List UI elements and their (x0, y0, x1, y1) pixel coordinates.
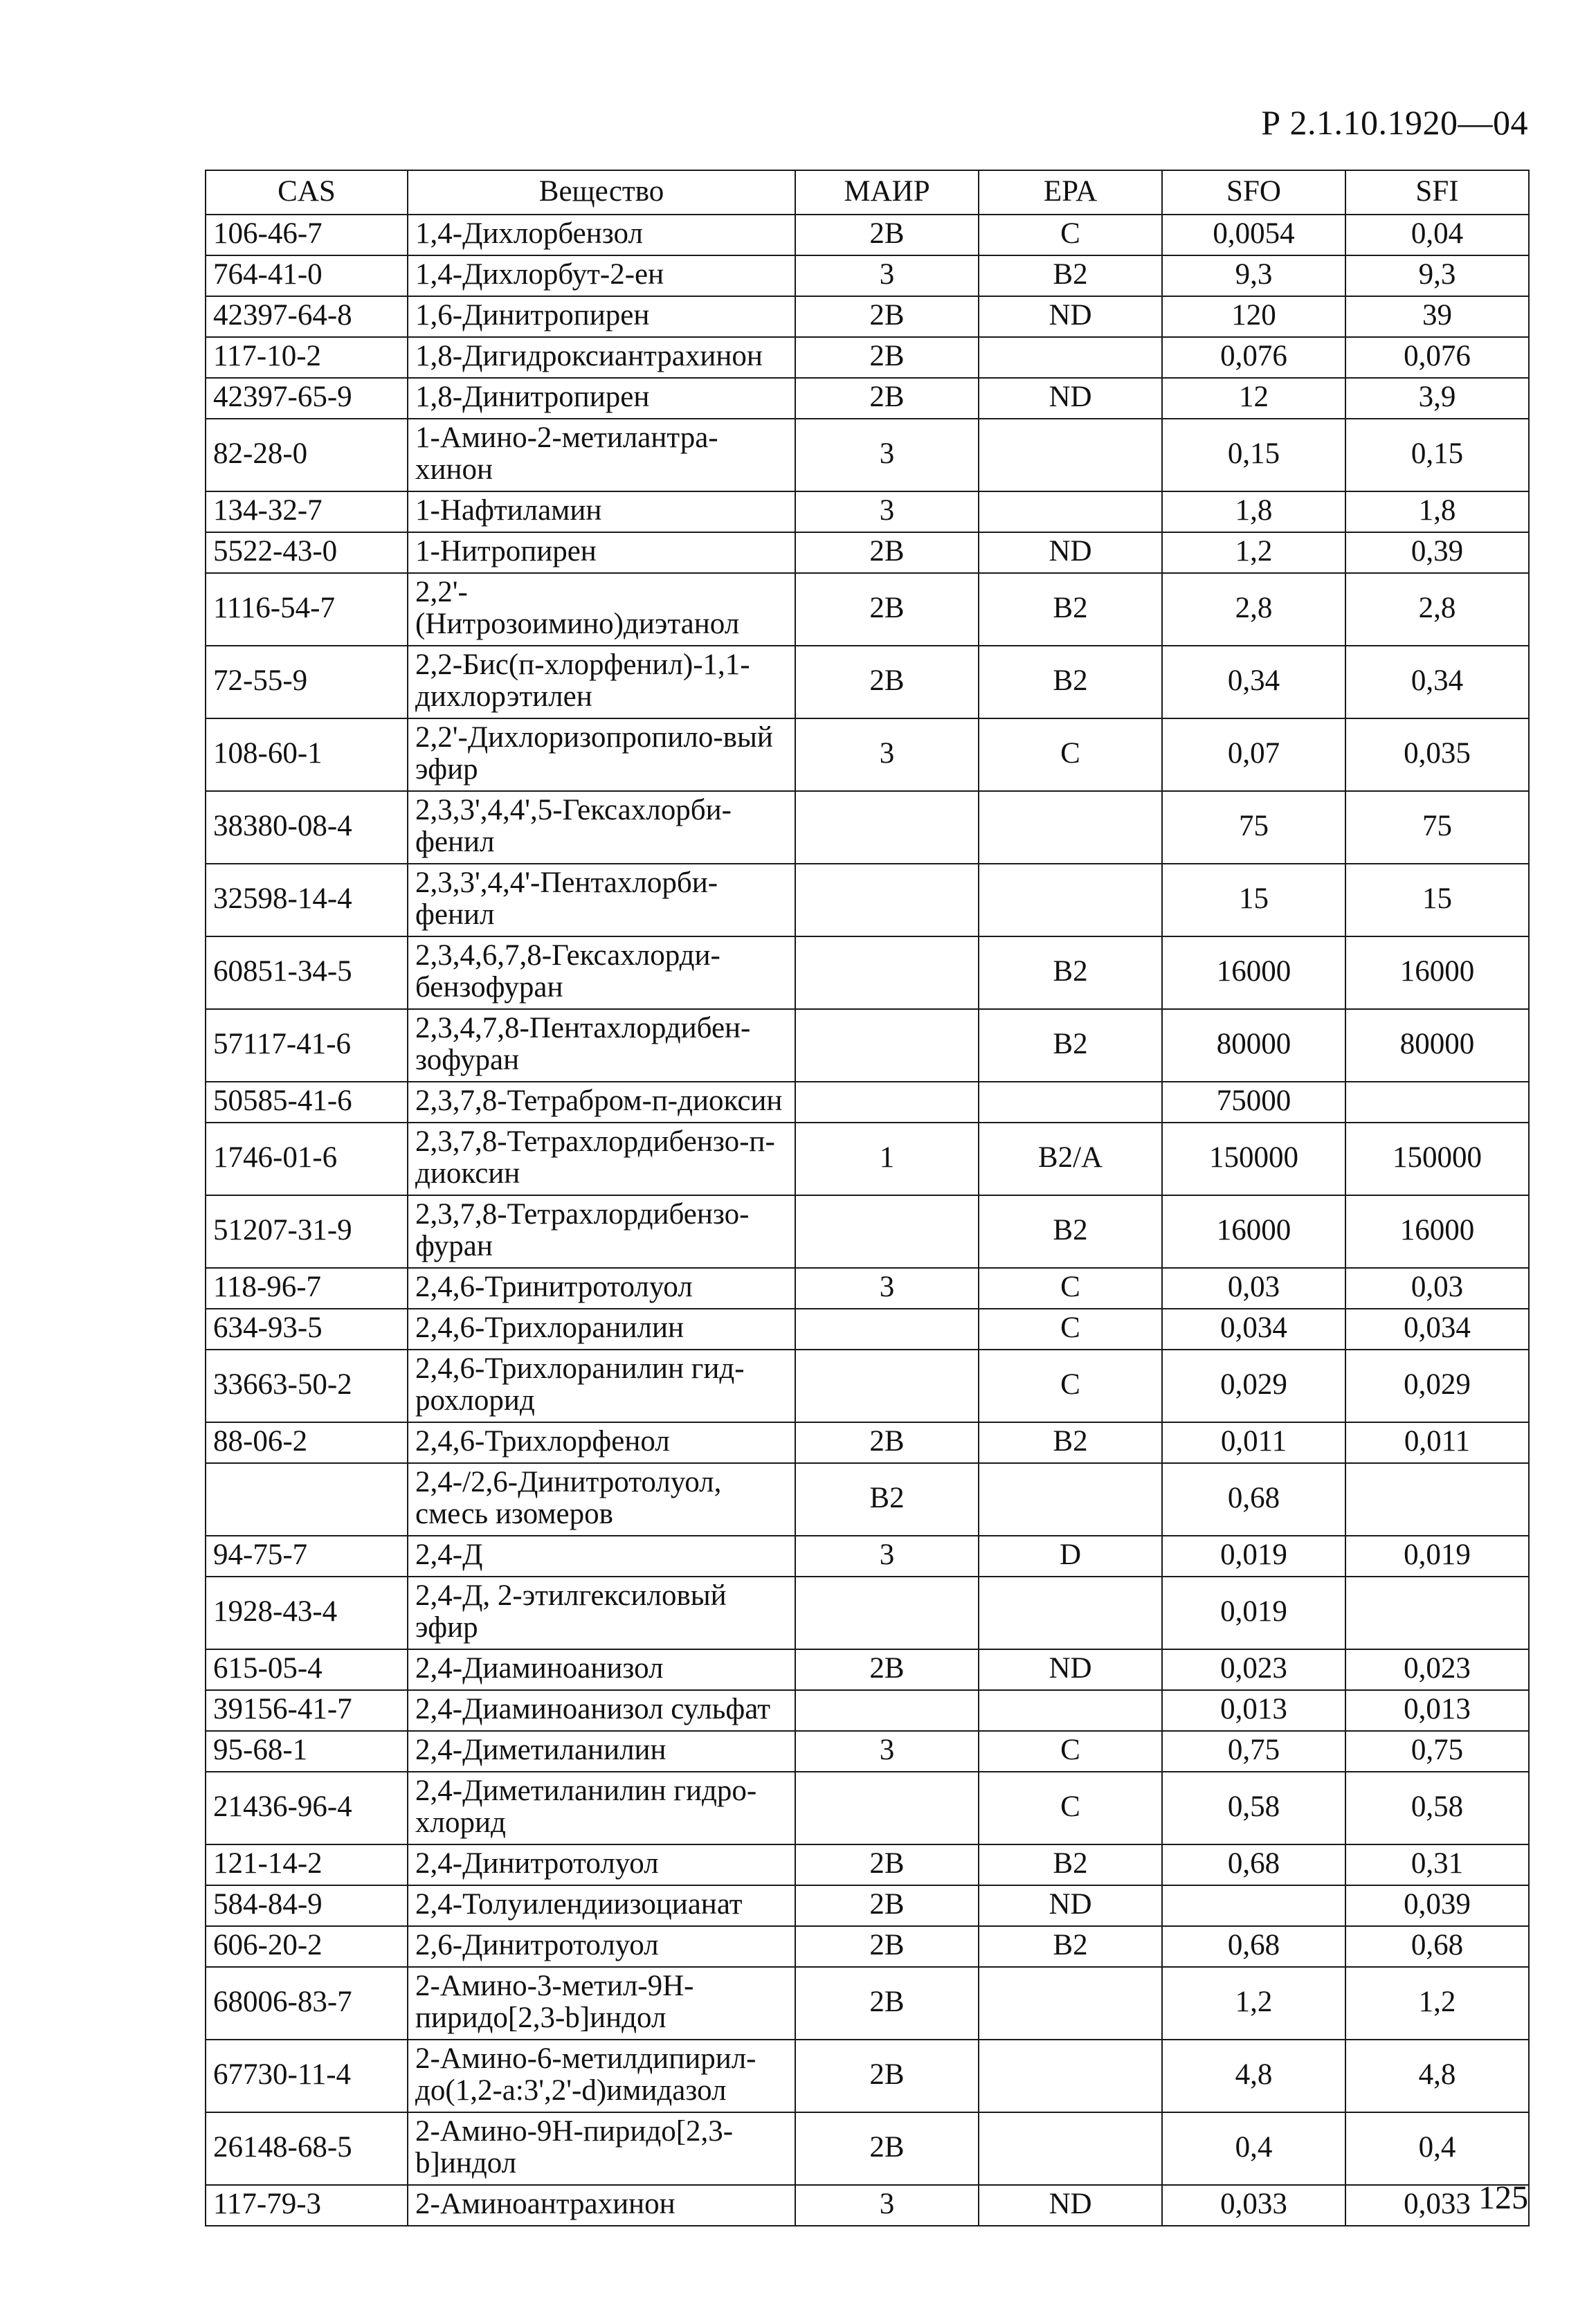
iarc-cell (795, 1772, 979, 1844)
iarc-cell: 2В (795, 1422, 979, 1463)
cas-cell: 764-41-0 (206, 255, 408, 296)
cas-cell: 26148-68-5 (206, 2112, 408, 2185)
sfi-cell: 0,31 (1345, 1844, 1529, 1885)
substance-cell: 1,4-Дихлорбензол (408, 215, 795, 255)
sfi-cell (1345, 1577, 1529, 1649)
cas-cell: 88-06-2 (206, 1422, 408, 1463)
substance-cell: 1-Амино-2-метилантра-хинон (408, 419, 795, 491)
sfo-cell: 150000 (1162, 1123, 1345, 1195)
sfo-cell: 0,033 (1162, 2185, 1345, 2226)
sfi-cell: 0,023 (1345, 1649, 1529, 1690)
table-row (206, 491, 1529, 532)
substance-cell: 2,4-Диметиланилин гидро-хлорид (408, 1772, 795, 1844)
cas-cell: 584-84-9 (206, 1885, 408, 1926)
substance-cell: 2,4-/2,6-Динитротолуол, смесь изомеров (408, 1463, 795, 1536)
epa-cell: B2 (979, 936, 1162, 1009)
cas-cell: 38380-08-4 (206, 791, 408, 864)
substance-cell: 2,4,6-Трихлоранилин гид-рохлорид (408, 1350, 795, 1422)
epa-cell: B2 (979, 1926, 1162, 1967)
sfo-cell: 1,2 (1162, 1967, 1345, 2040)
cas-cell: 1928-43-4 (206, 1577, 408, 1649)
table-row (206, 646, 1529, 718)
iarc-cell: 1 (795, 1123, 979, 1195)
cas-cell: 121-14-2 (206, 1844, 408, 1885)
cas-cell: 72-55-9 (206, 646, 408, 718)
sfi-cell: 0,68 (1345, 1926, 1529, 1967)
substance-cell: 2,3,7,8-Тетрахлордибензо-п-диоксин (408, 1123, 795, 1195)
sfo-cell: 0,15 (1162, 419, 1345, 491)
iarc-cell: 2В (795, 1885, 979, 1926)
epa-cell (979, 791, 1162, 864)
sfo-cell: 0,58 (1162, 1772, 1345, 1844)
substance-cell: 2,4,6-Тринитротолуол (408, 1268, 795, 1309)
cas-cell: 118-96-7 (206, 1268, 408, 1309)
cas-cell: 1746-01-6 (206, 1123, 408, 1195)
cas-cell: 68006-83-7 (206, 1967, 408, 2040)
sfo-cell: 0,03 (1162, 1268, 1345, 1309)
table-body (206, 215, 1529, 2226)
iarc-cell (795, 1690, 979, 1731)
table-row (206, 791, 1529, 864)
cas-cell: 67730-11-4 (206, 2040, 408, 2112)
cas-cell: 108-60-1 (206, 718, 408, 791)
table-row (206, 1009, 1529, 1082)
iarc-cell: B2 (795, 1463, 979, 1536)
sfi-cell: 0,013 (1345, 1690, 1529, 1731)
epa-cell: C (979, 1731, 1162, 1772)
sfo-cell: 0,011 (1162, 1422, 1345, 1463)
cas-cell: 42397-64-8 (206, 296, 408, 337)
iarc-cell: 3 (795, 1536, 979, 1577)
epa-cell: ND (979, 2185, 1162, 2226)
sfo-cell: 0,076 (1162, 337, 1345, 378)
sfo-cell: 80000 (1162, 1009, 1345, 1082)
epa-cell: B2/A (979, 1123, 1162, 1195)
iarc-cell: 3 (795, 1731, 979, 1772)
iarc-cell: 2В (795, 573, 979, 646)
sfo-cell (1162, 1885, 1345, 1926)
epa-cell: ND (979, 1649, 1162, 1690)
cas-cell: 615-05-4 (206, 1649, 408, 1690)
iarc-cell (795, 791, 979, 864)
sfo-cell: 0,68 (1162, 1463, 1345, 1536)
sfi-cell: 0,15 (1345, 419, 1529, 491)
epa-cell (979, 337, 1162, 378)
sfo-cell: 15 (1162, 864, 1345, 936)
epa-cell: ND (979, 378, 1162, 419)
sfi-cell: 1,8 (1345, 491, 1529, 532)
substance-cell: 2,6-Динитротолуол (408, 1926, 795, 1967)
table-row (206, 1536, 1529, 1577)
iarc-cell (795, 1309, 979, 1350)
table-row (206, 532, 1529, 573)
table-row (206, 573, 1529, 646)
substance-cell: 2,3,3',4,4',5-Гексахлорби-фенил (408, 791, 795, 864)
cas-cell: 5522-43-0 (206, 532, 408, 573)
sfi-cell: 1,2 (1345, 1967, 1529, 2040)
iarc-cell: 2В (795, 1967, 979, 2040)
table-row (206, 1195, 1529, 1268)
substance-cell: 1,8-Динитропирен (408, 378, 795, 419)
epa-cell: B2 (979, 1422, 1162, 1463)
substance-cell: 2-Амино-6-метилдипирил-до(1,2-а:3',2'-d)имидазол (408, 2040, 795, 2112)
iarc-cell: 2В (795, 337, 979, 378)
substance-cell: 2,4-Толуилендиизоцианат (408, 1885, 795, 1926)
sfi-cell: 0,34 (1345, 646, 1529, 718)
sfo-cell: 0,4 (1162, 2112, 1345, 2185)
cas-cell: 51207-31-9 (206, 1195, 408, 1268)
table-row (206, 419, 1529, 491)
table-row (206, 1463, 1529, 1536)
epa-cell (979, 864, 1162, 936)
cas-cell: 33663-50-2 (206, 1350, 408, 1422)
substance-cell: 2,4-Диаминоанизол (408, 1649, 795, 1690)
sfo-cell: 16000 (1162, 936, 1345, 1009)
sfi-cell: 0,033 (1345, 2185, 1529, 2226)
iarc-cell: 2В (795, 532, 979, 573)
column-header-sfi: SFI (1345, 170, 1529, 215)
epa-cell: C (979, 1772, 1162, 1844)
sfi-cell (1345, 1082, 1529, 1123)
table-row (206, 864, 1529, 936)
sfo-cell: 0,029 (1162, 1350, 1345, 1422)
sfi-cell: 0,039 (1345, 1885, 1529, 1926)
iarc-cell: 2В (795, 2112, 979, 2185)
table-row (206, 1268, 1529, 1309)
table-header-row (206, 170, 1529, 215)
sfo-cell: 4,8 (1162, 2040, 1345, 2112)
cas-cell: 82-28-0 (206, 419, 408, 491)
sfi-cell: 4,8 (1345, 2040, 1529, 2112)
sfo-cell: 0,68 (1162, 1844, 1345, 1885)
document-code: Р 2.1.10.1920—04 (1261, 103, 1528, 142)
sfi-cell: 15 (1345, 864, 1529, 936)
substance-cell: 2,3,7,8-Тетрабром-п-диоксин (408, 1082, 795, 1123)
sfo-cell: 0,34 (1162, 646, 1345, 718)
table-row (206, 1082, 1529, 1123)
cas-cell: 95-68-1 (206, 1731, 408, 1772)
cas-cell: 57117-41-6 (206, 1009, 408, 1082)
column-header-substance: Вещество (408, 170, 795, 215)
sfi-cell: 16000 (1345, 1195, 1529, 1268)
substance-cell: 2-Амино-9Н-пиридо[2,3-b]индол (408, 2112, 795, 2185)
sfi-cell: 0,39 (1345, 532, 1529, 573)
epa-cell: D (979, 1536, 1162, 1577)
iarc-cell: 3 (795, 255, 979, 296)
cas-cell: 50585-41-6 (206, 1082, 408, 1123)
epa-cell: ND (979, 532, 1162, 573)
table-row (206, 1422, 1529, 1463)
epa-cell: B2 (979, 1195, 1162, 1268)
substance-cell: 2,4,6-Трихлорфенол (408, 1422, 795, 1463)
substance-cell: 2,4-Д, 2-этилгексиловый эфир (408, 1577, 795, 1649)
epa-cell (979, 1690, 1162, 1731)
iarc-cell: 2В (795, 378, 979, 419)
sfi-cell: 2,8 (1345, 573, 1529, 646)
sfi-cell: 39 (1345, 296, 1529, 337)
sfi-cell: 0,019 (1345, 1536, 1529, 1577)
iarc-cell (795, 1577, 979, 1649)
sfi-cell: 0,035 (1345, 718, 1529, 791)
column-header-epa: EPA (979, 170, 1162, 215)
table-row (206, 1926, 1529, 1967)
epa-cell (979, 2040, 1162, 2112)
sfi-cell: 0,076 (1345, 337, 1529, 378)
iarc-cell: 2В (795, 215, 979, 255)
sfo-cell: 12 (1162, 378, 1345, 419)
sfo-cell: 0,019 (1162, 1536, 1345, 1577)
cas-cell: 39156-41-7 (206, 1690, 408, 1731)
substance-cell: 1-Нитропирен (408, 532, 795, 573)
iarc-cell: 3 (795, 2185, 979, 2226)
table-row (206, 1690, 1529, 1731)
table-row (206, 1731, 1529, 1772)
iarc-cell: 2В (795, 1844, 979, 1885)
sfi-cell: 80000 (1345, 1009, 1529, 1082)
sfo-cell: 2,8 (1162, 573, 1345, 646)
table-row (206, 1309, 1529, 1350)
sfo-cell: 75000 (1162, 1082, 1345, 1123)
sfo-cell: 0,034 (1162, 1309, 1345, 1350)
iarc-cell: 2В (795, 1649, 979, 1690)
sfi-cell: 75 (1345, 791, 1529, 864)
table-row (206, 936, 1529, 1009)
table-row (206, 2112, 1529, 2185)
carcinogen-table (205, 170, 1530, 2226)
substance-cell: 2,4-Диметиланилин (408, 1731, 795, 1772)
sfo-cell: 0,07 (1162, 718, 1345, 791)
epa-cell: C (979, 1350, 1162, 1422)
iarc-cell: 3 (795, 491, 979, 532)
epa-cell: C (979, 1268, 1162, 1309)
table-row (206, 1844, 1529, 1885)
cas-cell: 117-10-2 (206, 337, 408, 378)
iarc-cell: 2В (795, 296, 979, 337)
sfi-cell: 0,011 (1345, 1422, 1529, 1463)
iarc-cell (795, 1350, 979, 1422)
epa-cell: C (979, 1309, 1162, 1350)
epa-cell (979, 2112, 1162, 2185)
sfi-cell: 0,4 (1345, 2112, 1529, 2185)
sfo-cell: 1,2 (1162, 532, 1345, 573)
iarc-cell (795, 1082, 979, 1123)
cas-cell: 60851-34-5 (206, 936, 408, 1009)
cas-cell: 106-46-7 (206, 215, 408, 255)
table-row (206, 1772, 1529, 1844)
sfo-cell: 0,023 (1162, 1649, 1345, 1690)
iarc-cell: 2В (795, 646, 979, 718)
epa-cell: C (979, 215, 1162, 255)
substance-cell: 1,4-Дихлорбут-2-ен (408, 255, 795, 296)
cas-cell: 21436-96-4 (206, 1772, 408, 1844)
epa-cell (979, 1967, 1162, 2040)
sfi-cell: 0,04 (1345, 215, 1529, 255)
cas-cell: 134-32-7 (206, 491, 408, 532)
sfi-cell: 0,029 (1345, 1350, 1529, 1422)
substance-cell: 2,4-Динитротолуол (408, 1844, 795, 1885)
table-row (206, 378, 1529, 419)
table-row (206, 1123, 1529, 1195)
iarc-cell: 2В (795, 2040, 979, 2112)
cas-cell: 32598-14-4 (206, 864, 408, 936)
page-number: 125 (1478, 2179, 1528, 2216)
sfi-cell: 0,03 (1345, 1268, 1529, 1309)
substance-cell: 2,3,4,6,7,8-Гексахлорди-бензофуран (408, 936, 795, 1009)
substance-cell: 2-Амино-3-метил-9Н-пиридо[2,3-b]индол (408, 1967, 795, 2040)
substance-cell: 2,3,3',4,4'-Пентахлорби-фенил (408, 864, 795, 936)
epa-cell (979, 1577, 1162, 1649)
sfo-cell: 9,3 (1162, 255, 1345, 296)
sfo-cell: 0,68 (1162, 1926, 1345, 1967)
cas-cell: 117-79-3 (206, 2185, 408, 2226)
sfo-cell: 16000 (1162, 1195, 1345, 1268)
iarc-cell (795, 1009, 979, 1082)
table-row (206, 337, 1529, 378)
epa-cell: B2 (979, 1844, 1162, 1885)
sfi-cell: 16000 (1345, 936, 1529, 1009)
cas-cell (206, 1463, 408, 1536)
substance-cell: 1,8-Дигидроксиантрахинон (408, 337, 795, 378)
epa-cell (979, 1082, 1162, 1123)
table-row (206, 215, 1529, 255)
epa-cell: B2 (979, 646, 1162, 718)
cas-cell: 1116-54-7 (206, 573, 408, 646)
substance-cell: 1-Нафтиламин (408, 491, 795, 532)
sfo-cell: 0,019 (1162, 1577, 1345, 1649)
table-row (206, 2185, 1529, 2226)
table-row (206, 1350, 1529, 1422)
epa-cell: B2 (979, 255, 1162, 296)
iarc-cell: 3 (795, 718, 979, 791)
substance-cell: 2,3,4,7,8-Пентахлордибен-зофуран (408, 1009, 795, 1082)
substance-cell: 2,4-Диаминоанизол сульфат (408, 1690, 795, 1731)
sfi-cell (1345, 1463, 1529, 1536)
table-row (206, 718, 1529, 791)
iarc-cell (795, 936, 979, 1009)
sfi-cell: 3,9 (1345, 378, 1529, 419)
sfo-cell: 0,013 (1162, 1690, 1345, 1731)
table-row (206, 2040, 1529, 2112)
sfo-cell: 120 (1162, 296, 1345, 337)
epa-cell (979, 419, 1162, 491)
sfo-cell: 1,8 (1162, 491, 1345, 532)
column-header-sfo: SFO (1162, 170, 1345, 215)
substance-cell: 2,2-Бис(п-хлорфенил)-1,1-дихлорэтилен (408, 646, 795, 718)
table-row (206, 1967, 1529, 2040)
epa-cell: ND (979, 1885, 1162, 1926)
epa-cell: ND (979, 296, 1162, 337)
epa-cell: B2 (979, 1009, 1162, 1082)
sfo-cell: 75 (1162, 791, 1345, 864)
column-header-cas: CAS (206, 170, 408, 215)
epa-cell (979, 491, 1162, 532)
substance-cell: 1,6-Динитропирен (408, 296, 795, 337)
column-header-iarc: МАИР (795, 170, 979, 215)
iarc-cell (795, 864, 979, 936)
iarc-cell (795, 1195, 979, 1268)
substance-cell: 2,2'-Дихлоризопропило-вый эфир (408, 718, 795, 791)
substance-cell: 2,2'-(Нитрозоимино)диэтанол (408, 573, 795, 646)
table-row (206, 1885, 1529, 1926)
substance-cell: 2,4,6-Трихлоранилин (408, 1309, 795, 1350)
sfi-cell: 150000 (1345, 1123, 1529, 1195)
sfi-cell: 0,034 (1345, 1309, 1529, 1350)
iarc-cell: 2В (795, 1926, 979, 1967)
substance-cell: 2,3,7,8-Тетрахлордибензо-фуран (408, 1195, 795, 1268)
table-row (206, 296, 1529, 337)
table-row (206, 1649, 1529, 1690)
sfi-cell: 0,58 (1345, 1772, 1529, 1844)
table-row (206, 1577, 1529, 1649)
table-row (206, 255, 1529, 296)
sfi-cell: 0,75 (1345, 1731, 1529, 1772)
sfo-cell: 0,0054 (1162, 215, 1345, 255)
epa-cell: C (979, 718, 1162, 791)
iarc-cell: 3 (795, 1268, 979, 1309)
cas-cell: 606-20-2 (206, 1926, 408, 1967)
cas-cell: 94-75-7 (206, 1536, 408, 1577)
sfi-cell: 9,3 (1345, 255, 1529, 296)
epa-cell: B2 (979, 573, 1162, 646)
cas-cell: 634-93-5 (206, 1309, 408, 1350)
cas-cell: 42397-65-9 (206, 378, 408, 419)
sfo-cell: 0,75 (1162, 1731, 1345, 1772)
epa-cell (979, 1463, 1162, 1536)
substance-cell: 2-Аминоантрахинон (408, 2185, 795, 2226)
iarc-cell: 3 (795, 419, 979, 491)
substance-cell: 2,4-Д (408, 1536, 795, 1577)
